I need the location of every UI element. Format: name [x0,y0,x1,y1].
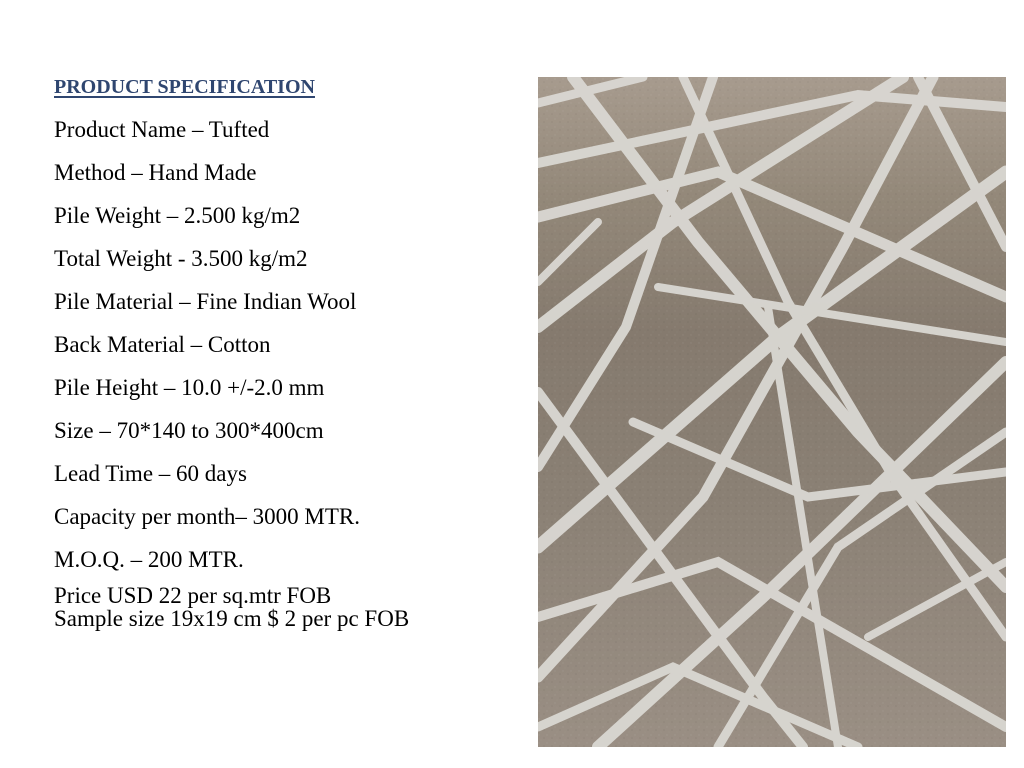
spec-moq: M.O.Q. – 200 MTR. [54,547,244,572]
spec-pile-material: Pile Material – Fine Indian Wool [54,289,357,314]
spec-heading: PRODUCT SPECIFICATION [54,76,315,98]
spec-pile-weight: Pile Weight – 2.500 kg/m2 [54,203,301,228]
spec-method: Method – Hand Made [54,160,257,185]
spec-pile-height: Pile Height – 10.0 +/-2.0 mm [54,375,325,400]
spec-sample-size: Sample size 19x19 cm $ 2 per pc FOB [54,606,410,631]
spec-price: Price USD 22 per sq.mtr FOB [54,583,332,608]
spec-total-weight: Total Weight - 3.500 kg/m2 [54,246,308,271]
spec-lead-time: Lead Time – 60 days [54,461,247,486]
rug-product-image [538,77,1006,747]
spec-capacity: Capacity per month– 3000 MTR. [54,504,360,529]
spec-product-name: Product Name – Tufted [54,117,270,142]
spec-back-material: Back Material – Cotton [54,332,271,357]
spec-size: Size – 70*140 to 300*400cm [54,418,324,443]
spec-list [54,116,494,630]
